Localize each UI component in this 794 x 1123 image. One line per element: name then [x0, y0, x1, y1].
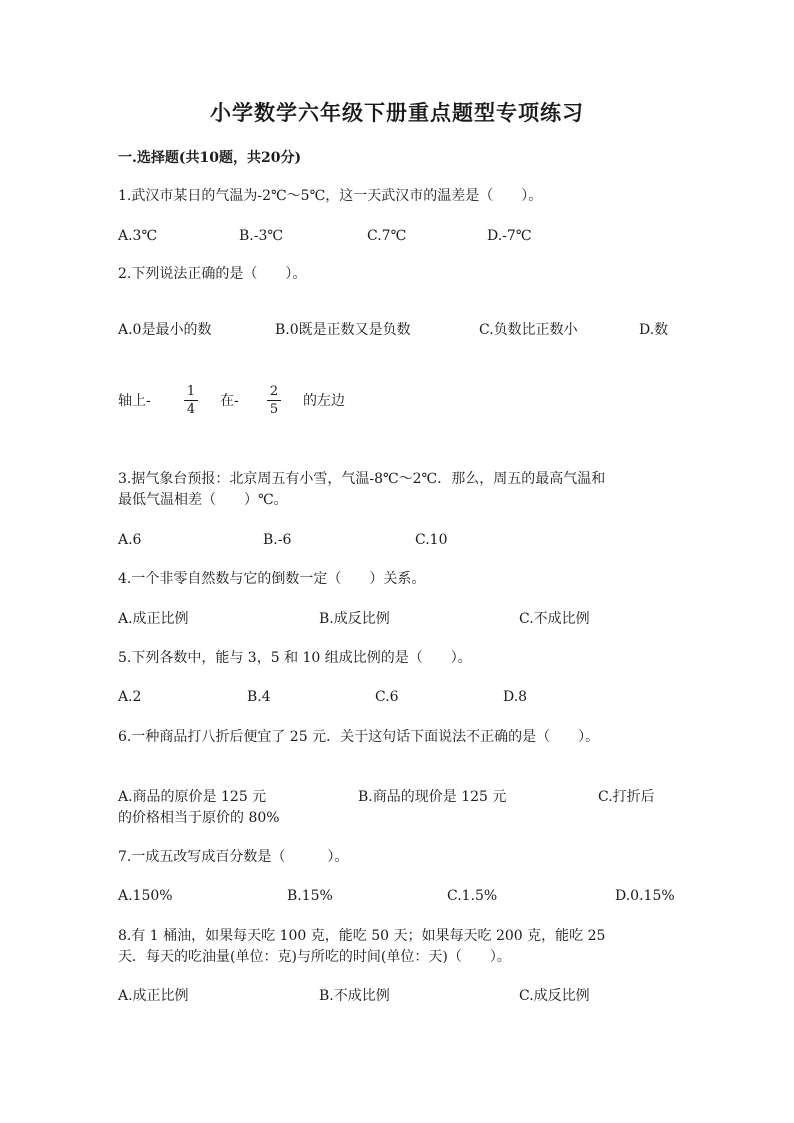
question-5-option-c: C.6: [375, 689, 399, 705]
question-7-option-a: A.150%: [118, 888, 173, 904]
fraction-denominator: 5: [269, 402, 279, 417]
question-7-option-c: C.1.5%: [447, 888, 498, 904]
question-7-option-b: B.15%: [287, 888, 333, 904]
question-3-option-b: B.-6: [263, 532, 292, 548]
question-8-option-c: C.成反比例: [519, 988, 590, 1004]
question-6-option-a: A.商品的原价是 125 元: [118, 789, 267, 805]
question-7-option-d: D.0.15%: [615, 888, 675, 904]
question-7-stem: 7.一成五改写成百分数是（ ）。: [118, 849, 349, 865]
question-5-option-d: D.8: [503, 689, 528, 705]
question-4-option-a: A.成正比例: [118, 611, 189, 627]
question-5-stem: 5.下列各数中，能与 3，5 和 10 组成比例的是（ ）。: [118, 650, 472, 666]
question-4-option-b: B.成反比例: [319, 611, 390, 627]
page-title: 小学数学六年级下册重点题型专项练习: [210, 100, 584, 125]
question-6-option-c: C.打折后: [598, 789, 655, 805]
question-8-stem-line2: 天．每天的吃油量(单位：克)与所吃的时间(单位：天)（ ）。: [118, 949, 511, 965]
fraction-two-fifths: [267, 384, 281, 417]
question-2-stem: 2.下列说法正确的是（ ）。: [118, 266, 307, 282]
fraction-denominator: 4: [186, 402, 196, 417]
question-2-option-c: C.负数比正数小: [479, 322, 578, 338]
question-3-option-c: C.10: [415, 532, 448, 548]
question-1-stem: 1.武汉市某日的气温为-2℃～5℃，这一天武汉市的温差是（ ）。: [118, 188, 543, 204]
question-1-option-d: D.-7℃: [487, 228, 532, 244]
question-1-option-a: A.3℃: [118, 228, 158, 244]
question-3-stem-line1: 3.据气象台预报：北京周五有小雪，气温-8℃～2℃．那么，周五的最高气温和: [118, 471, 606, 487]
question-2-option-d-continued: 轴上-: [118, 393, 151, 409]
question-2-option-d-end: 的左边: [303, 393, 345, 409]
question-2-option-d: D.数: [639, 322, 669, 338]
question-3-option-a: A.6: [118, 532, 142, 548]
question-5-option-b: B.4: [247, 689, 271, 705]
section-heading: 一.选择题(共10题，共20分): [118, 150, 302, 166]
question-6-stem: 6.一种商品打八折后便宜了 25 元．关于这句话下面说法不正确的是（ ）。: [118, 729, 600, 745]
question-6-option-c-continued: 的价格相当于原价的 80%: [118, 810, 280, 826]
question-8-stem-line1: 8.有 1 桶油，如果每天吃 100 克，能吃 50 天；如果每天吃 200 克，能吃 25: [118, 928, 606, 944]
fraction-numerator: 1: [186, 384, 196, 399]
fraction-one-quarter: [184, 384, 198, 417]
question-4-option-c: C.不成比例: [519, 611, 590, 627]
question-2-option-a: A.0是最小的数: [118, 322, 212, 338]
question-6-option-b: B.商品的现价是 125 元: [358, 789, 507, 805]
fraction-numerator: 2: [269, 384, 279, 399]
question-2-option-d-mid: 在-: [220, 393, 239, 409]
question-8-option-a: A.成正比例: [118, 988, 189, 1004]
fraction-bar: [184, 400, 198, 401]
question-5-option-a: A.2: [118, 689, 142, 705]
question-3-stem-line2: 最低气温相差（ ）℃。: [118, 492, 288, 508]
question-4-stem: 4.一个非零自然数与它的倒数一定（ ）关系。: [118, 571, 426, 587]
question-1-option-c: C.7℃: [367, 228, 407, 244]
question-8-option-b: B.不成比例: [319, 988, 390, 1004]
question-1-option-b: B.-3℃: [239, 228, 284, 244]
question-2-option-b: B.0既是正数又是负数: [275, 322, 411, 338]
fraction-bar: [267, 400, 281, 401]
